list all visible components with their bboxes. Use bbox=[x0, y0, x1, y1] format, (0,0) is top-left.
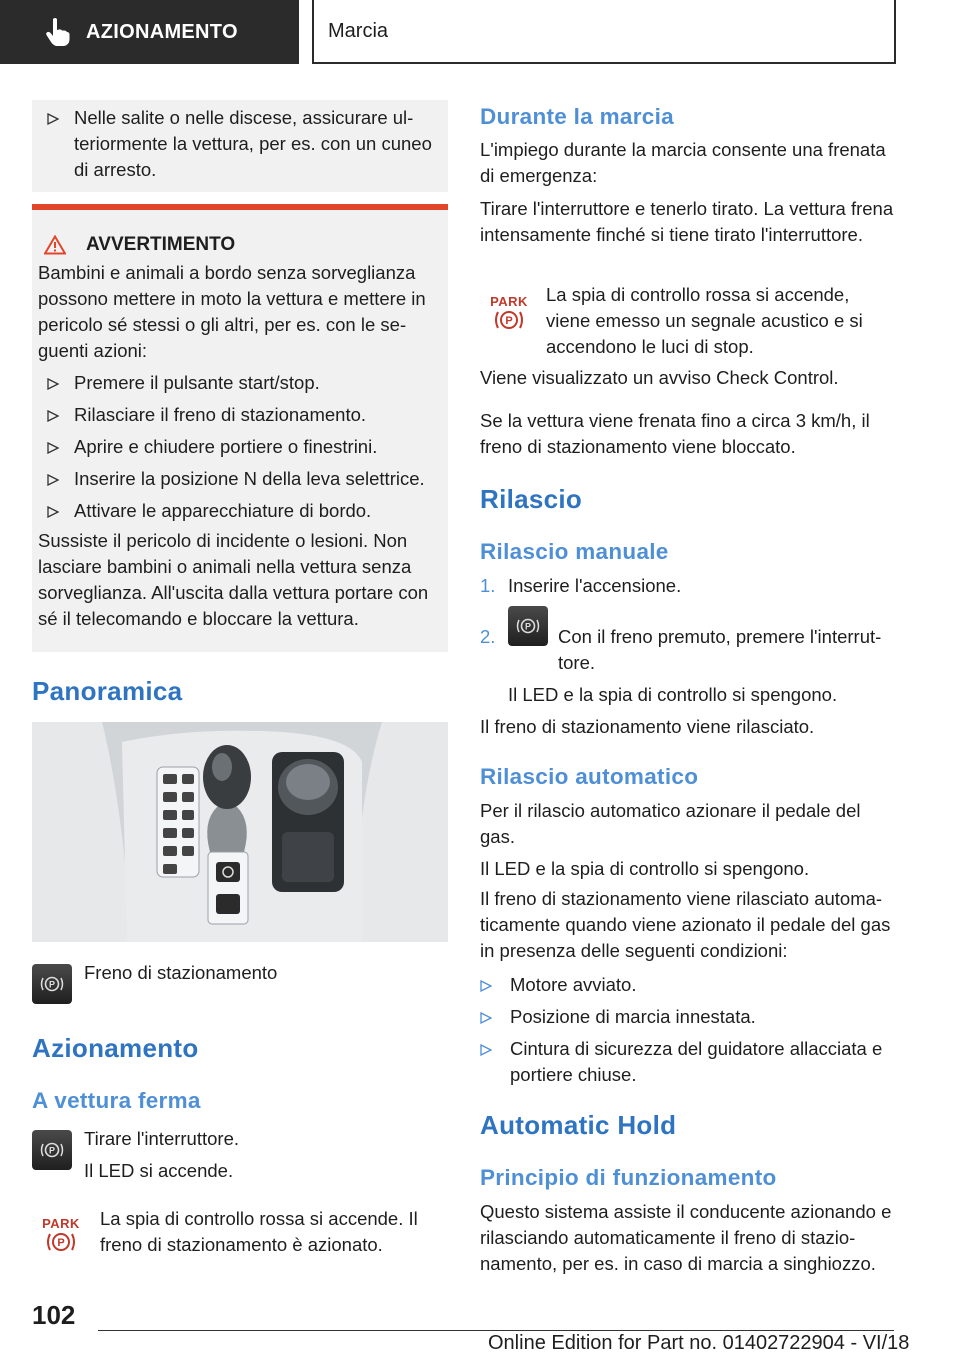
auto-p3: Il freno di stazionamento viene rilasciato automaticamente quando viene azionato il pedale del gas in presenza delle seguenti condizioni: bbox=[480, 888, 891, 961]
warning-bar bbox=[32, 204, 448, 210]
triangle-bullet-icon bbox=[32, 105, 74, 125]
parking-brake-button-icon bbox=[32, 964, 72, 1004]
auto-list bbox=[480, 972, 896, 1088]
ferma-line-2: Il LED si accende. bbox=[84, 1160, 234, 1181]
triangle-bullet-icon bbox=[32, 434, 74, 454]
caption-row bbox=[32, 962, 277, 1004]
speed-text: Se la vettura viene frenata fino a circa 3 km/h, il freno di stazionamento viene bloccato. bbox=[480, 410, 870, 457]
rilascio-heading: Rilascio bbox=[480, 484, 583, 514]
intro-bullet-box bbox=[32, 100, 448, 192]
svg-text:P: P bbox=[48, 979, 56, 990]
triangle-bullet-icon bbox=[480, 1004, 510, 1024]
principio-heading: Principio di funzionamento bbox=[480, 1165, 777, 1190]
svg-text:P: P bbox=[505, 315, 513, 327]
step-2-sub: Il LED e la spia di controllo si spengono. bbox=[508, 684, 838, 705]
list-item: Cintura di sicurezza del guidatore allacciata e portiere chiuse. bbox=[480, 1036, 896, 1088]
step-1: 1. Inserire l'accensione. bbox=[480, 575, 682, 596]
list-item bbox=[32, 105, 448, 183]
triangle-bullet-icon bbox=[32, 370, 74, 390]
triangle-bullet-icon bbox=[32, 498, 74, 518]
list-item: Posizione di marcia innestata. bbox=[480, 1004, 896, 1030]
triangle-bullet-icon bbox=[480, 1036, 510, 1056]
warning-title: AVVERTIMENTO bbox=[86, 234, 236, 255]
section-title: AZIONAMENTO bbox=[86, 20, 238, 43]
warning-heading bbox=[32, 234, 448, 256]
park-warning-lamp-icon: PARK P bbox=[490, 294, 528, 327]
footer-divider bbox=[98, 1330, 894, 1331]
triangle-bullet-icon bbox=[32, 466, 74, 486]
list-item: Motore avviato. bbox=[480, 972, 896, 998]
section-tab bbox=[0, 0, 299, 64]
list-item: Rilasciare il freno di stazionamento. bbox=[32, 402, 448, 428]
panoramica-heading: Panoramica bbox=[32, 676, 183, 706]
check-control-text: Viene visualizzato un avviso Check Control. bbox=[480, 367, 839, 388]
footer-edition: Online Edition for Part no. 01402722904 - VI/18 bbox=[488, 1332, 910, 1354]
svg-text:P: P bbox=[57, 1237, 65, 1249]
automatic-hold-heading: Automatic Hold bbox=[480, 1110, 677, 1140]
parking-brake-button-icon bbox=[32, 1130, 72, 1170]
rilasciato-text: Il freno di stazionamento viene rilasciato. bbox=[480, 716, 815, 737]
park-indicator-row bbox=[32, 1206, 440, 1258]
durante-marcia-heading: Durante la marcia bbox=[480, 104, 674, 129]
chapter-header bbox=[312, 0, 896, 64]
park-warning-lamp-icon: PARK P bbox=[42, 1216, 80, 1249]
triangle-bullet-icon bbox=[32, 402, 74, 422]
marcia-p1: L'impiego durante la marcia consente una frenata di emergenza: bbox=[480, 139, 886, 186]
svg-text:P: P bbox=[524, 621, 532, 632]
list-item: Inserire la posizione N della leva selettrice. bbox=[32, 466, 448, 492]
warning-closing: Sussiste il pericolo di incidente o lesioni. Non lasciare bambini o animali nella vettura senza sorveglianza. All'uscita dalla vettura portare con sé il telecomando e bloccare la vettura. bbox=[38, 530, 429, 629]
ferma-row bbox=[32, 1126, 239, 1184]
azionamento-heading: Azionamento bbox=[32, 1033, 199, 1063]
hand-pointer-icon bbox=[38, 12, 78, 52]
image-caption: Freno di stazionamento bbox=[84, 962, 278, 983]
page-number: 102 bbox=[32, 1300, 76, 1330]
park-indicator-text: La spia di controllo rossa si accende. Il freno di stazionamento è azionato. bbox=[100, 1208, 418, 1255]
svg-text:P: P bbox=[48, 1145, 56, 1156]
chapter-title: Marcia bbox=[328, 19, 389, 42]
list-item: Attivare le apparecchiature di bordo. bbox=[32, 498, 448, 524]
intro-bullet-text: Nelle salite o nelle discese, assicurare ulteriormente la vettura, per es. con un cuneo di arresto. bbox=[74, 107, 432, 180]
principio-text: Questo sistema assiste il conducente azionando e rilasciando automaticamente il freno di stazionamento, per es. in caso di marcia a singhiozzo. bbox=[480, 1201, 892, 1274]
ferma-line-1: Tirare l'interruttore. bbox=[84, 1128, 240, 1149]
triangle-bullet-icon bbox=[480, 972, 510, 992]
marcia-p2: Tirare l'interruttore e tenerlo tirato. La vettura frena intensamente finché si tiene tirato l'interruttore. bbox=[480, 198, 894, 245]
park-indicator-row-2 bbox=[480, 282, 886, 360]
auto-p2: Il LED e la spia di controllo si spengono. bbox=[480, 858, 810, 879]
warning-box bbox=[32, 204, 448, 652]
auto-p1: Per il rilascio automatico azionare il pedale del gas. bbox=[480, 800, 861, 847]
console-illustration bbox=[32, 722, 448, 942]
list-item: Aprire e chiudere portiere o finestrini. bbox=[32, 434, 448, 460]
list-item: Premere il pulsante start/stop. bbox=[32, 370, 448, 396]
warning-text: Bambini e animali a bordo senza sorveglianza possono mettere in moto la vettura e mettere in pericolo sé stessi o gli altri, per es. con le seguenti azioni: bbox=[38, 262, 426, 361]
rilascio-manuale-heading: Rilascio manuale bbox=[480, 539, 669, 564]
park-indicator-text-2: La spia di controllo rossa si accende, viene emesso un segnale acustico e si accendono le luci di stop. bbox=[546, 284, 863, 357]
rilascio-automatico-heading: Rilascio automatico bbox=[480, 764, 699, 789]
parking-brake-button-icon bbox=[508, 606, 548, 646]
vettura-ferma-heading: A vettura ferma bbox=[32, 1088, 201, 1113]
warning-triangle-icon bbox=[44, 235, 66, 255]
warning-list bbox=[32, 370, 448, 524]
step-2: 2. P Con il freno premuto, premere l'interruttore. Il LED e la spia di controllo si spengono. bbox=[480, 606, 896, 708]
